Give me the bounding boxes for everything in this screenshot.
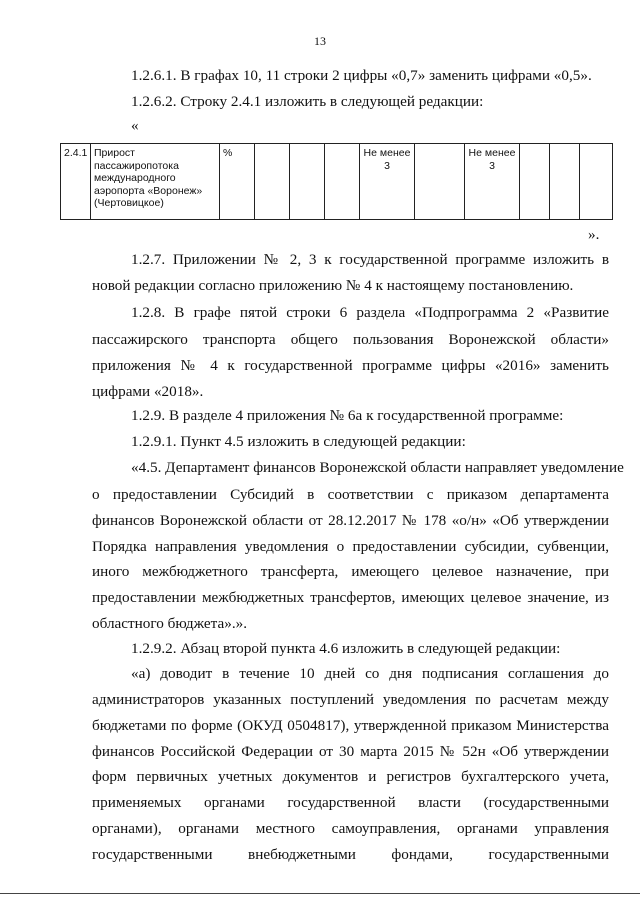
- paragraph-a-line: администраторов указанных поступлений уведомления по расчетам между: [92, 691, 609, 708]
- paragraph-a-line: финансов Российской Федерации от 30 марта 2015 № 52н «Об утверждении: [92, 743, 609, 760]
- paragraph-a-line: органами), органами местного самоуправления, органами управления: [92, 820, 609, 837]
- paragraph-1-2-9-2: 1.2.9.2. Абзац второй пункта 4.6 изложить в следующей редакции:: [131, 640, 561, 657]
- paragraph-4-5-line: «4.5. Департамент финансов Воронежской области направляет уведомление: [131, 459, 624, 476]
- paragraph-4-5-line: о предоставлении Субсидий в соответствии с приказом департамента: [92, 486, 609, 503]
- empty-cell: [580, 144, 613, 220]
- paragraph-a-line: «а) доводит в течение 10 дней со дня подписания соглашения до: [131, 665, 609, 682]
- empty-cell: [290, 144, 325, 220]
- empty-cell: [255, 144, 290, 220]
- page-bottom-rule: [0, 893, 640, 894]
- empty-cell: [520, 144, 550, 220]
- paragraph-4-5-line: Порядка направления уведомления о предоставлении субсидии, субвенции,: [92, 538, 609, 555]
- row-number-cell: 2.4.1: [61, 144, 91, 220]
- paragraph-1-2-6-2: 1.2.6.2. Строку 2.4.1 изложить в следующей редакции:: [131, 93, 484, 110]
- paragraph-1-2-8-line: приложения № 4 к государственной программе цифры «2016» заменить: [92, 357, 609, 374]
- paragraph-1-2-8-line: 1.2.8. В графе пятой строки 6 раздела «Подпрограмма 2 «Развитие: [131, 304, 609, 321]
- paragraph-a-line: применяемых органами государственной власти (государственными: [92, 794, 609, 811]
- paragraph-4-5-line: предоставлении межбюджетных трансфертов, имеющих целевое значение, из: [92, 589, 609, 606]
- paragraph-1-2-7-line: 1.2.7. Приложении № 2, 3 к государственной программе изложить в: [131, 251, 609, 268]
- quote-close-mark: ».: [588, 226, 600, 243]
- indicator-name-cell: Прирост пассажиропотока международного аэропорта «Воронеж» (Чертовицкое): [91, 144, 220, 220]
- paragraph-4-5-line: финансов Воронежской области от 28.12.2017 № 178 «о/н» «Об утверждении: [92, 512, 609, 529]
- empty-cell: [550, 144, 580, 220]
- quote-open-mark: «: [131, 117, 139, 134]
- paragraph-1-2-9: 1.2.9. В разделе 4 приложения № 6а к государственной программе:: [131, 407, 564, 424]
- page-number: 13: [314, 34, 326, 48]
- unit-cell: %: [220, 144, 255, 220]
- value-cell-2: Не менее 3: [465, 144, 520, 220]
- paragraph-4-5-line: областного бюджета».».: [92, 615, 248, 632]
- indicator-table-row: [60, 143, 613, 220]
- paragraph-1-2-7-line: новой редакции согласно приложению № 4 к настоящему постановлению.: [92, 277, 574, 294]
- paragraph-1-2-9-1: 1.2.9.1. Пункт 4.5 изложить в следующей редакции:: [131, 433, 466, 450]
- paragraph-a-line: форм первичных учетных документов и регистров бухгалтерского учета,: [92, 768, 609, 785]
- value-cell-1: Не менее 3: [360, 144, 415, 220]
- paragraph-4-5-line: иного межбюджетного трансферта, имеющего целевое назначение, при: [92, 563, 609, 580]
- paragraph-a-line: государственными внебюджетными фондами, государственными: [92, 846, 609, 863]
- paragraph-1-2-8-line: пассажирского транспорта общего пользования Воронежской области»: [92, 331, 609, 348]
- paragraph-1-2-8-line: цифрами «2018».: [92, 383, 204, 400]
- table-row: [61, 144, 613, 220]
- paragraph-1-2-6-1: 1.2.6.1. В графах 10, 11 строки 2 цифры «0,7» заменить цифрами «0,5».: [131, 67, 592, 84]
- empty-cell: [415, 144, 465, 220]
- paragraph-a-line: бюджетами по форме (ОКУД 0504817), утвержденной приказом Министерства: [92, 717, 609, 734]
- empty-cell: [325, 144, 360, 220]
